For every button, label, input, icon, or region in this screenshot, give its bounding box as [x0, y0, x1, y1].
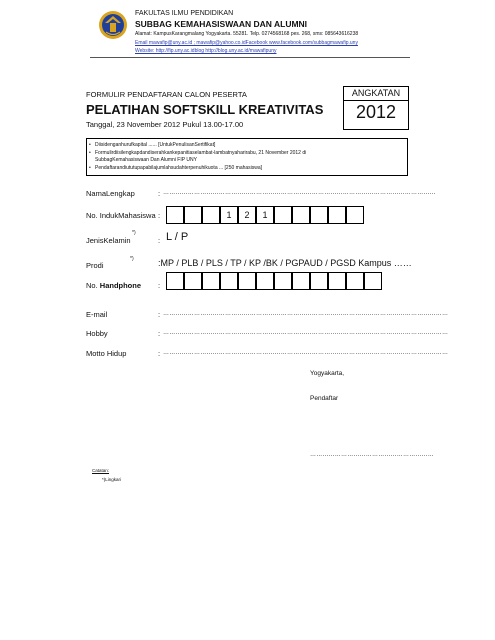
prodi-label: Prodi — [86, 261, 104, 270]
bullet-icon: • — [89, 150, 91, 156]
handphone-box[interactable] — [364, 272, 382, 290]
nama-field[interactable]: …………………………………………………………………………………………………………………… — [163, 190, 436, 196]
catatan-heading: Catatan: — [92, 468, 110, 473]
handphone-box[interactable] — [274, 272, 292, 290]
hobby-colon: : — [158, 329, 161, 338]
notes-box — [86, 138, 408, 176]
prodi-colon: : — [158, 258, 161, 268]
signature-city: Yogyakarta, — [310, 370, 345, 377]
faculty-name: FAKULTAS ILMU PENDIDIKAN — [135, 10, 234, 17]
main-title: PELATIHAN SOFTSKILL KREATIVITAS — [86, 102, 324, 117]
bullet-icon: • — [89, 165, 91, 171]
motto-field[interactable]: ………………………………………………………………………………………………………………………… — [163, 350, 449, 356]
address-line: Alamat: KampusKarangmalang Yogyakarta. 55281. Telp. 0274568168 pes. 268, sms: 085643616238 — [135, 31, 359, 37]
nim-digit-box[interactable]: 1 — [256, 206, 274, 224]
note-item: • Pendaftarandiututupapabilajumlahsudahterpenuhikuota ... [250 mahasiswa] — [89, 165, 263, 171]
bullet-icon: • — [89, 142, 91, 148]
handphone-box[interactable] — [184, 272, 202, 290]
gender-options[interactable]: L / P — [166, 231, 189, 243]
angkatan-year: 2012 — [355, 102, 397, 122]
email-facebook-link[interactable]: Email mawafip@uny.ac.id ; mawafip@yahoo.co.idFacebook www.facebook.com/subbagmawafip.uny — [135, 40, 358, 46]
nama-label: NamaLengkap — [86, 189, 135, 198]
nim-box[interactable] — [292, 206, 310, 224]
handphone-box[interactable] — [292, 272, 310, 290]
hobby-field[interactable]: ………………………………………………………………………………………………………………………… — [163, 330, 449, 336]
letterhead-divider — [90, 57, 410, 58]
note-item: • Formulirdiisilengkapdandiserahkankepanitiaselambat-lambatnyaharirabu, 21 November 2012 di — [89, 150, 307, 156]
university-seal-logo-icon — [98, 10, 128, 40]
handphone-box[interactable] — [238, 272, 256, 290]
handphone-label: No. Handphone — [86, 281, 142, 290]
gender-label: JenisKelamin — [86, 236, 131, 245]
note-item-continued: SubbagKemahasiswaan Dan Alumni FIP UNY — [95, 157, 197, 163]
gender-colon: : — [158, 236, 161, 245]
unit-name: SUBBAG KEMAHASISWAAN DAN ALUMNI — [135, 19, 308, 29]
handphone-box[interactable] — [346, 272, 364, 290]
nim-box[interactable] — [346, 206, 364, 224]
nim-box[interactable] — [274, 206, 292, 224]
nim-box[interactable] — [202, 206, 220, 224]
prodi-footnote-mark: *) — [130, 256, 134, 262]
signature-line[interactable]: …………………………………………………… — [310, 452, 434, 458]
email-label: E-mail — [86, 310, 108, 319]
note-item: • Diisidenganhurufkapital ...... [UntukPenulisanSertifikat] — [89, 142, 216, 148]
handphone-colon: : — [158, 281, 161, 290]
handphone-box[interactable] — [166, 272, 184, 290]
website-blog-link[interactable]: Website: http://fip.uny.ac.idblog http://blog.uny.ac.id/mawafipuny — [135, 48, 277, 54]
signature-role: Pendaftar — [310, 395, 339, 402]
nim-box[interactable] — [310, 206, 328, 224]
nim-box[interactable] — [328, 206, 346, 224]
handphone-box[interactable] — [220, 272, 238, 290]
hobby-label: Hobby — [86, 329, 108, 338]
gender-footnote-mark: *) — [132, 230, 136, 236]
nim-box[interactable] — [184, 206, 202, 224]
nim-label: No. IndukMahasiswa — [86, 211, 156, 220]
nim-box[interactable] — [166, 206, 184, 224]
motto-colon: : — [158, 349, 161, 358]
form-title: FORMULIR PENDAFTARAN CALON PESERTA — [86, 90, 247, 99]
nim-colon: : — [158, 211, 161, 220]
email-colon: : — [158, 310, 161, 319]
nama-colon: : — [158, 189, 161, 198]
prodi-options-text: MP / PLB / PLS / TP / KP /BK / PGPAUD / PGSD Kampus …… — [160, 258, 412, 268]
handphone-box[interactable] — [328, 272, 346, 290]
handphone-box[interactable] — [202, 272, 220, 290]
email-field[interactable]: ………………………………………………………………………………………………………………………… — [163, 311, 449, 317]
event-date: Tanggal, 23 November 2012 Pukul 13.00-17.00 — [86, 120, 244, 129]
angkatan-box — [343, 86, 409, 130]
motto-label: Motto Hidup — [86, 349, 127, 358]
handphone-box[interactable] — [256, 272, 274, 290]
angkatan-label: ANGKATAN — [344, 88, 408, 101]
catatan-note: *)Lingkari — [102, 477, 122, 482]
nim-digit-box[interactable]: 1 — [220, 206, 238, 224]
prodi-options[interactable] — [158, 258, 412, 268]
handphone-box[interactable] — [310, 272, 328, 290]
nim-digit-box[interactable]: 2 — [238, 206, 256, 224]
